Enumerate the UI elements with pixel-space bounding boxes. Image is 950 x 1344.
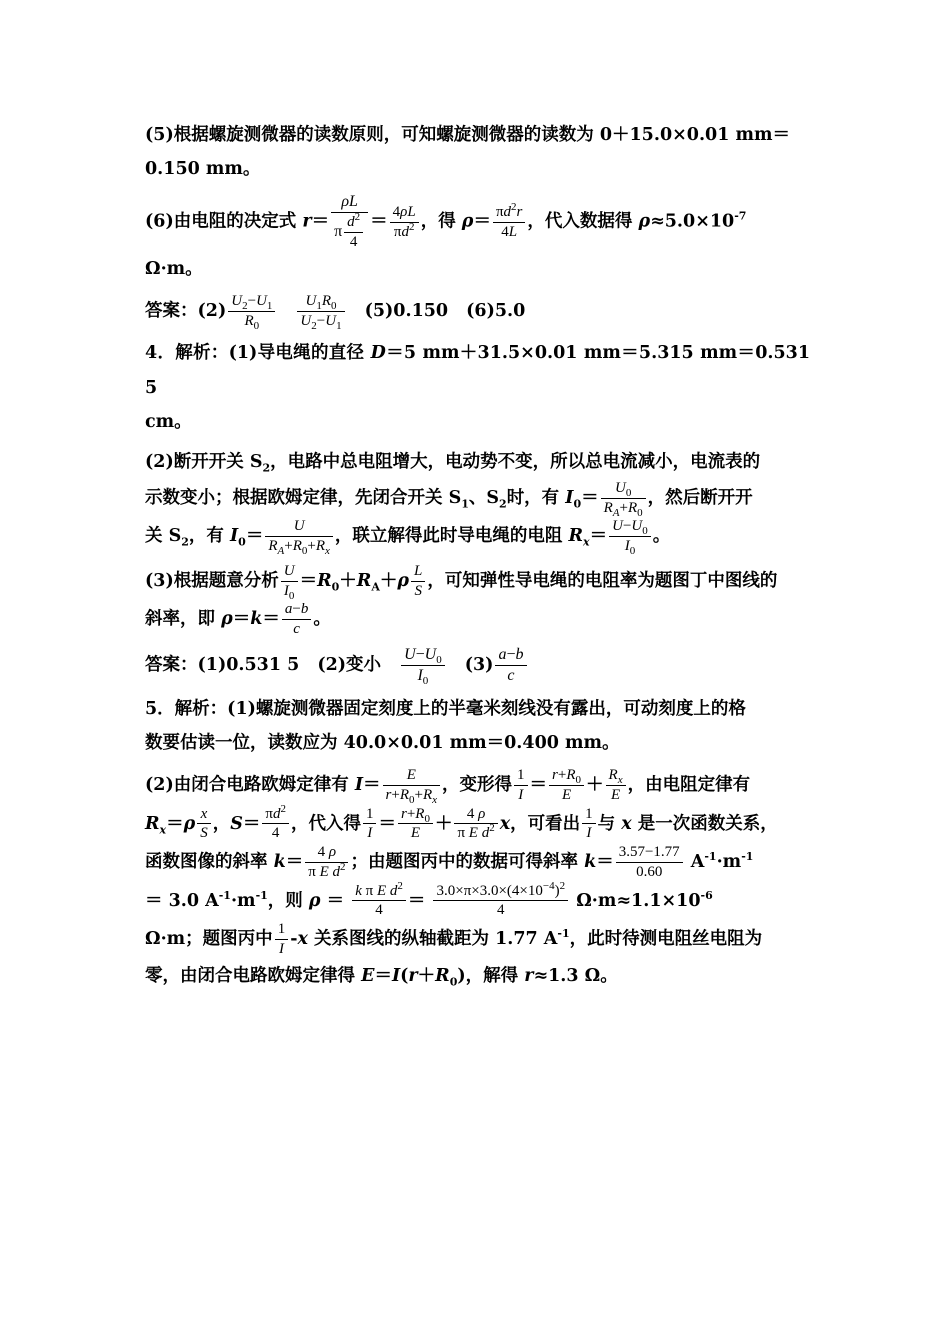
q4-text-b: ＝5 mm＋31.5×0.01 mm＝5.315 mm＝0.531 5 <box>145 343 810 398</box>
q3-6-text-d: ≈5.0×10 <box>650 211 735 232</box>
paragraph-q5-2: (2)由闭合电路欧姆定律有 I＝ $\frac{E}{r+R_0+R_x}$ ，变形得 $\frac{1}{I}$ ＝ $\frac{r+R_0}{E}$ ＋ $\frac{R_x}{E}$ ，由电阻定律有 $R_x=\rho$ $\frac{x}{S}$ ，S＝ $\frac{\pi d^2}{4}$ ，代入得 $\frac{1}{I}$ ＝ $\frac{r+R_0}{E}$ ＋ $\frac{4 \rho}{\pi E d^2}$ x，可看出 $\frac{1}{I}$ 与 x 是一次函数关系， 函数图像的斜率 k＝ $\frac{4 \rho}{\pi E d^2}$ ；由题图丙中的数据可得斜率 k＝ $\frac{3.57-1.77}{0.60}$ $A^{-1}\cdot m^{-1}$ ＝ 3.0 $A^{-1}\cdot m^{-1}$，则 ρ ＝ $\frac{k \pi E d^2}{4}$ ＝ $\frac{3.0\times\pi\times 3.0\times(4\times 10^{-4})^2}{4}$ $\Omega\cdot m\approx 1.1\times 10^{-6}$ Ω·m；题图丙中 $\frac{1}{I}$ -x 关系图线的纵轴截距为 1.77 $A^{-1}$，此时待测电阻丝电阻为 零，由闭合电路欧姆定律得 $E=I(r+R_0)$，解得 r≈1.3 Ω。 <box>145 767 778 989</box>
fraction-slope-value: $\frac{3.57-1.77}{0.60}$ <box>616 843 683 882</box>
fraction-1-i-4: $\frac{1}{I}$ <box>275 920 289 959</box>
q5-2-text-a: (2)由闭合电路欧姆定律有 <box>145 774 355 795</box>
q5-2-text-p: ，此时待测电阻丝电阻为 <box>569 928 763 949</box>
fraction-1-i-2: $\frac{1}{I}$ <box>363 805 377 844</box>
paragraph-q4-1: 4．解析：(1)导电绳的直径 D＝5 mm＋31.5×0.01 mm＝5.315 mm＝0.531 5 cm。 <box>145 343 810 432</box>
q3-6-text-c: ，代入数据得 <box>527 211 639 232</box>
q4-2-text-g: 关 S <box>145 526 182 547</box>
q5-2-text-m: Ω·m≈1.1×10 <box>576 890 701 911</box>
q5-2-text-s: ≈1.3 Ω。 <box>533 965 618 986</box>
q4-2-text-e: 时，有 <box>506 487 566 508</box>
q3-6-text-a: (6)由电阻的决定式 <box>145 211 303 232</box>
fraction-answer-q3-2b: $\frac{U_1R_0}{U_2-U_1}$ <box>297 292 344 331</box>
answer-q3-label: 答案：(2) <box>145 300 227 321</box>
fraction-1-i: $\frac{1}{I}$ <box>514 766 528 805</box>
q4-2-text-a: (2)断开开关 S <box>145 451 263 472</box>
fraction-r-r0-e: $\frac{r+R_0}{E}$ <box>549 766 584 805</box>
q4-2-text-c: 示数变小；根据欧姆定律，先闭合开关 S <box>145 487 462 508</box>
fraction-rx: $\frac{U-U_0}{I_0}$ <box>609 517 651 556</box>
q5-2-text-j: A <box>690 851 705 872</box>
paragraph-q3-5 <box>145 118 810 186</box>
q5-2-text-b: ，变形得 <box>442 774 513 795</box>
q4-text-c: cm。 <box>145 411 192 432</box>
q5-2-text-l: ，则 <box>267 890 309 911</box>
q5-2-text-h: 函数图像的斜率 <box>145 851 274 872</box>
q4-2-text-f: ，然后断开开 <box>647 487 753 508</box>
q3-6-exponent: -7 <box>734 209 747 223</box>
q5-2-text-c: ，由电阻定律有 <box>627 774 751 795</box>
q5-2-text-q: 零，由闭合电路欧姆定律得 <box>145 965 362 986</box>
q5-2-text-r: ，解得 <box>465 965 525 986</box>
q3-5-text-b: 0.150 mm。 <box>145 159 261 180</box>
paragraph-q4-3: (3)根据题意分析 $\frac{U}{I_0}$ $=R_0+R_A+\rho$ $\frac{L}{S}$ ，可知弹性导电绳的电阻率为题图丁中图线的 斜率，即 ρ＝k＝ $\frac{a-b}{c}$ 。 <box>145 562 778 638</box>
formula-var: r <box>302 211 312 232</box>
q4-2-text-h: ，有 <box>188 526 230 547</box>
paragraph-q3-6: (6)由电阻的决定式 r＝ ρL π $\frac{d^2}{4}$ ＝ $\frac{4\rho L}{\pi d^2}$ ，得 ρ＝ $\frac{\pi d^2r}{4L}$ ，代入数据得 $\rho\approx 5.0\times 10^{-7}$ Ω·m。 <box>145 193 747 279</box>
fraction-rho-expr: $\frac{k \pi E d^2}{4}$ <box>352 882 406 921</box>
q5-2-text-d: ，代入得 <box>290 813 361 834</box>
fraction-r-r0-e-2: $\frac{r+R_0}{E}$ <box>398 805 433 844</box>
answer-q3 <box>145 292 810 331</box>
fraction-area: $\frac{\pi d^2}{4}$ <box>262 805 289 844</box>
fraction-rx-e: $\frac{R_x}{E}$ <box>606 766 626 805</box>
fraction-answer-q4-2: $\frac{U-U_0}{I_0}$ <box>401 645 445 686</box>
fraction-4rho: $\frac{4 \rho}{\pi E d^2}$ <box>454 805 497 844</box>
q5-2-text-i: ；由题图丙中的数据可得斜率 <box>350 851 585 872</box>
fraction-answer-q3-2a: $\frac{U_2-U_1}{R_0}$ <box>228 292 275 331</box>
fraction-u-i0: $\frac{U}{I_0}$ <box>281 562 298 601</box>
answer-q4-label: 答案：(1)0.531 5 <box>145 654 300 675</box>
fraction-i0-2: $\frac{U}{R_A+R_0+R_x}$ <box>265 517 333 556</box>
q5-2-text-e: ，可看出 <box>510 813 581 834</box>
fraction-k: $\frac{a-b}{c}$ <box>282 600 311 639</box>
q4-text-a: 4．解析：(1)导电绳的直径 <box>145 343 371 364</box>
fraction-slope: $\frac{4 \rho}{\pi E d^2}$ <box>305 843 348 882</box>
answer-q4-3: (3) <box>464 654 494 675</box>
fraction-i0: $\frac{U_0}{R_A+R_0}$ <box>601 479 646 518</box>
answer-q3-6: (6)5.0 <box>466 300 526 321</box>
fraction-l-s: $\frac{L}{S}$ <box>411 562 425 601</box>
q4-2-text-i: ，联立解得此时导电绳的电阻 <box>334 526 569 547</box>
document-page <box>145 118 810 999</box>
fraction-answer-q4-3: $\frac{a-b}{c}$ <box>495 645 526 686</box>
q3-6-text-e: Ω·m。 <box>145 258 203 279</box>
answer-q4 <box>145 645 810 686</box>
q4-2-text-b: ，电路中总电阻增大，电动势不变，所以总电流减小，电流表的 <box>270 451 761 472</box>
fraction-current: $\frac{E}{r+R_0+R_x}$ <box>383 766 441 805</box>
answer-q3-5: (5)0.150 <box>364 300 449 321</box>
paragraph-q5-1 <box>145 692 810 760</box>
fraction-rho: $\frac{\pi d^2r}{4L}$ <box>493 203 525 242</box>
q3-6-text-b: ，得 <box>420 211 462 232</box>
q5-2-text-n: Ω·m；题图丙中 <box>145 928 273 949</box>
q4-3-text-b: ，可知弹性导电绳的电阻率为题图丁中图线的 <box>427 570 778 591</box>
q5-2-text-o: 关系图线的纵轴截距为 1.77 A <box>313 928 558 949</box>
fraction-resistance-2: $\frac{4\rho L}{\pi d^2}$ <box>390 203 419 242</box>
q4-2-text-j: 。 <box>652 526 671 547</box>
q5-text-a: 5．解析：(1)螺旋测微器固定刻度上的半毫米刻线没有露出，可动刻度上的格 <box>145 698 746 719</box>
q4-3-text-d: 。 <box>313 609 331 630</box>
q4-3-text-a: (3)根据题意分析 <box>145 570 279 591</box>
answer-q4-2: (2)变小 <box>317 654 382 675</box>
q4-3-text-c: 斜率，即 <box>145 609 222 630</box>
fraction-x-s: $\frac{x}{S}$ <box>197 805 211 844</box>
fraction-rho-numeric: $\frac{3.0\times\pi\times 3.0\times(4\times 10^{-4})^2}{4}$ <box>433 882 568 921</box>
q5-2-text-f: 与 <box>597 813 622 834</box>
fraction-resistance: ρL π $\frac{d^2}{4}$ <box>331 192 368 252</box>
q5-text-b: 数要估读一位，读数应为 40.0×0.01 mm＝0.400 mm。 <box>145 733 620 753</box>
q5-2-text-g: 是一次函数关系， <box>631 813 778 834</box>
fraction-1-i-3: $\frac{1}{I}$ <box>582 805 596 844</box>
q3-5-text-a: (5)根据螺旋测微器的读数原则，可知螺旋测微器的读数为 0＋15.0×0.01 mm＝ <box>145 125 791 145</box>
q5-2-text-k: ＝ 3.0 A <box>145 890 219 911</box>
q4-2-text-d: 、S <box>468 487 500 508</box>
paragraph-q4-2: (2)断开开关 $S_2$，电路中总电阻增大，电动势不变，所以总电流减小，电流表的 示数变小；根据欧姆定律，先闭合开关 $S_1$、$S_2$时，有 $I_0=$ $\frac{U_0}{R_A+R_0}$ ，然后断开开 关 $S_2$，有 $I_0=$ $\frac{U}{R_A+R_0+R_x}$ ，联立解得此时导电绳的电阻 $R_x=$ $\frac{U-U_0}{I_0}$ 。 <box>145 451 761 558</box>
